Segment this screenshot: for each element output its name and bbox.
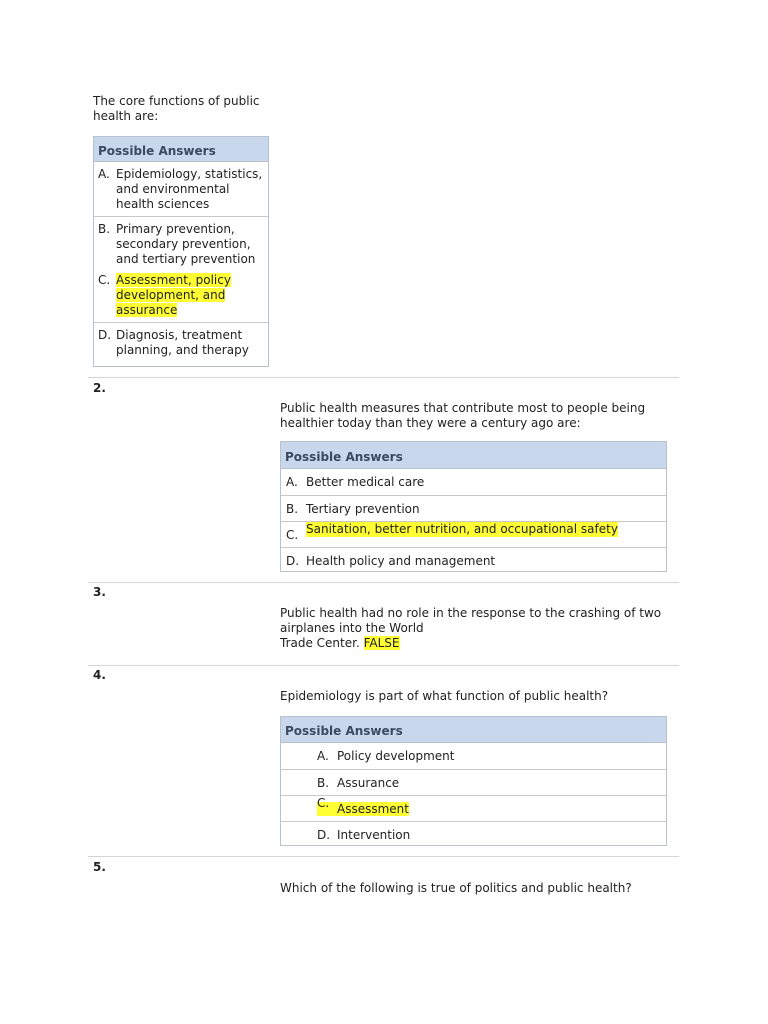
answer-text: Assurance	[337, 776, 400, 790]
answer-option-b	[94, 216, 268, 271]
answer-letter: A.	[98, 167, 110, 181]
answer-line-highlighted: assurance	[116, 303, 178, 317]
answer-line: planning, and therapy	[116, 343, 249, 357]
answer-option-c-correct	[281, 521, 666, 547]
question-1-line: The core functions of public	[93, 94, 260, 108]
answer-letter: C.	[286, 528, 299, 542]
question-1-answers-table	[93, 136, 269, 367]
question-2-text	[280, 401, 670, 431]
answer-option-a	[281, 743, 666, 769]
answer-line-highlighted: development, and	[116, 288, 226, 302]
answer-letter: C.	[317, 796, 330, 810]
question-3-line	[280, 636, 670, 651]
question-2-number: 2.	[93, 381, 106, 395]
answers-header: Possible Answers	[281, 442, 666, 469]
answer-text: Intervention	[337, 828, 411, 842]
answer-text	[116, 328, 264, 358]
question-3-number: 3.	[93, 585, 106, 599]
answer-text: Better medical care	[306, 475, 425, 489]
answer-text: Assessment	[337, 802, 409, 816]
answer-letter: A.	[317, 749, 329, 763]
answer-option-d	[94, 322, 268, 362]
question-divider	[88, 377, 679, 378]
question-divider	[88, 856, 679, 857]
answer-line: and tertiary prevention	[116, 252, 256, 266]
question-3-text	[280, 606, 670, 651]
question-divider	[88, 665, 679, 666]
answer-line: secondary prevention,	[116, 237, 251, 251]
answer-letter: D.	[317, 828, 331, 842]
question-3-line-text: Trade Center.	[280, 636, 360, 650]
answer-letter: B.	[286, 502, 299, 516]
question-4-text: Epidemiology is part of what function of public health?	[280, 689, 609, 703]
answer-option-b	[281, 769, 666, 795]
answer-letter: B.	[98, 222, 111, 236]
answers-header: Possible Answers	[281, 717, 666, 743]
answer-text: Tertiary prevention	[306, 502, 420, 516]
answer-option-c-correct	[94, 271, 268, 322]
answer-option-c-correct	[281, 795, 666, 821]
question-divider	[88, 582, 679, 583]
question-5-number: 5.	[93, 860, 106, 874]
answer-option-b	[281, 495, 666, 521]
answer-text: Policy development	[337, 749, 455, 763]
answer-option-a	[94, 162, 268, 216]
question-2-line: healthier today than they were a century ago are:	[280, 416, 581, 430]
answer-option-a	[281, 469, 666, 495]
answer-text	[116, 167, 264, 212]
answer-letter: A.	[286, 475, 298, 489]
answer-highlighted	[317, 796, 409, 816]
answer-text	[116, 273, 264, 318]
question-4-answers-table	[280, 716, 667, 846]
answer-line: Primary prevention,	[116, 222, 235, 236]
answer-letter: D.	[286, 554, 300, 568]
answer-option-d	[281, 547, 666, 573]
answer-text	[116, 222, 264, 267]
question-2-line: Public health measures that contribute most to people being	[280, 401, 646, 415]
answer-line: and environmental	[116, 182, 230, 196]
answer-letter: C.	[98, 273, 111, 287]
answer-text-highlighted: Sanitation, better nutrition, and occupational safety	[306, 522, 618, 536]
question-5-text: Which of the following is true of politics and public health?	[280, 881, 632, 895]
answer-line: Epidemiology, statistics,	[116, 167, 263, 181]
question-2-answers-table	[280, 441, 667, 572]
question-1-line: health are:	[93, 109, 159, 123]
answer-line: health sciences	[116, 197, 210, 211]
answer-text: Health policy and management	[306, 554, 496, 568]
question-3-answer-highlighted: FALSE	[363, 636, 400, 650]
question-4-number: 4.	[93, 668, 106, 682]
answer-letter: B.	[317, 776, 330, 790]
answers-header: Possible Answers	[94, 137, 268, 162]
answer-line-highlighted: Assessment, policy	[116, 273, 231, 287]
answer-line: Diagnosis, treatment	[116, 328, 243, 342]
answer-letter: D.	[98, 328, 112, 342]
question-3-line: Public health had no role in the response to the crashing of two	[280, 606, 662, 620]
answer-option-d	[281, 821, 666, 847]
question-3-line: airplanes into the World	[280, 621, 424, 635]
question-1-text	[93, 94, 273, 124]
